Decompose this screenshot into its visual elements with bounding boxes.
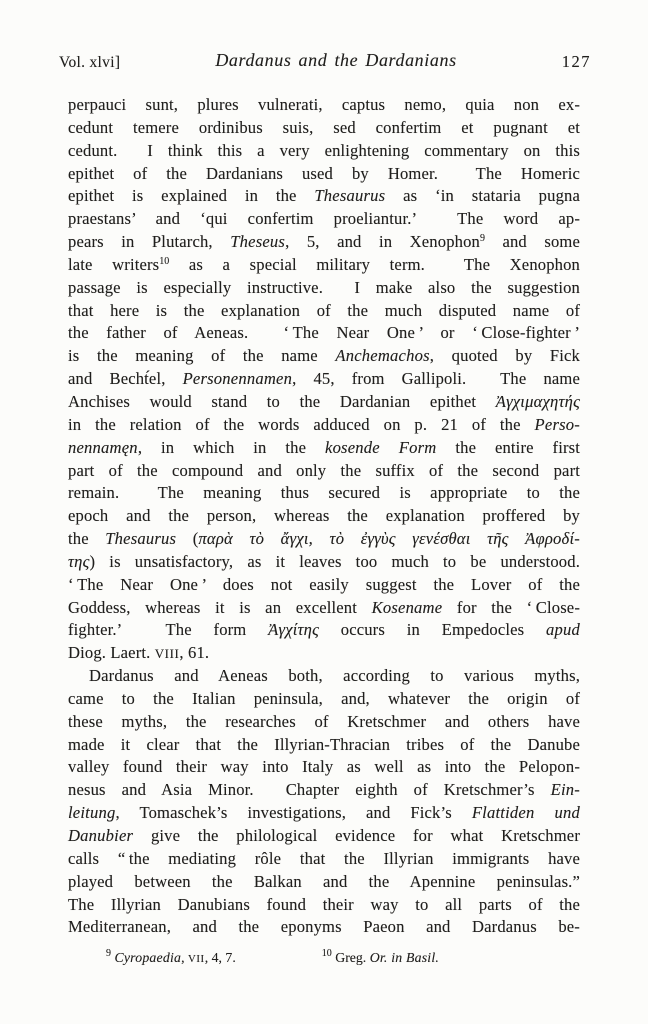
footnote: $^{10}$ Greg. Or. in Basil. [321,948,440,965]
footnotes [68,949,580,968]
text-line: Diog. Laert. VIII, 61. [68,643,210,663]
text-line: calls “ the mediating rôle that the Illyrian immigrants have [68,848,580,868]
text-line: Anchises would stand to the Dardanian epithet Ἀγχιμαχητής [68,391,580,411]
text-line: praestans’ and ‘qui confertim proeliantur.’ The word ap- [68,209,580,229]
text-line: epoch and the person, whereas the explanation proffered by [68,506,580,526]
text-line: Dardanus and Aeneas both, according to various myths, [89,666,580,686]
text-line: remain. The meaning thus secured is appropriate to the [68,483,580,503]
footnote: $^9$ Cyropaedia, VII, 4, 7. [106,948,236,965]
text-line: part of the compound and only the suffix of the second part [68,460,580,480]
text-line: perpauci sunt, plures vulnerati, captus nemo, quia non ex- [68,95,580,114]
text-line: Danubier give the philological evidence for what Kretschmer [68,826,580,845]
running-title: Dardanus and the Dardanians [215,50,457,70]
text-line: Mediterranean, and the eponyms Paeon and Dardanus be- [68,917,580,937]
text-line: epithet is explained in the Thesaurus as ‘in stataria pugna [68,186,580,206]
text-line: epithet of the Dardanians used by Homer. The Homeric [68,163,580,183]
text-line: that here is the explanation of the much disputed name of [68,300,580,320]
page-header [0,50,648,76]
text-line: in the relation of the words adduced on p. 21 of the Perso- [68,414,580,434]
text-line: Goddess, whereas it is an excellent Kosename for the ‘ Close- [68,597,580,617]
text-line: is the meaning of the name Anchemachos, quoted by Fick [68,346,580,366]
text-line: and Becht́el, Personennamen, 45, from Gallipoli. The name [68,369,580,389]
text-line: cedunt temere ordinibus suis, sed confertim et pugnant et [68,117,580,137]
text-line: fighter.’ The form Ἀγχίτης occurs in Empedocles apud [68,620,580,640]
text-line: passage is especially instructive. I make also the suggestion [68,277,580,297]
text-line: valley found their way into Italy as well as into the Pelopon- [68,757,580,777]
text-line: the father of Aeneas. ‘ The Near One ’ or ‘ Close-fighter ’ [68,323,580,343]
text-line: played between the Balkan and the Apennine peninsulas.” [68,871,580,891]
text-line: late writers$^{10}$ as a special military term. The Xenophon [68,254,580,274]
text-line: the Thesaurus (παρὰ τὸ ἄγχι, τὸ ἐγγὺς γενέσθαι τῆς Ἀφροδί- [68,529,580,549]
text-line: nennamęn, in which in the kosende Form the entire first [68,437,581,457]
text-line: leitung, Tomaschek’s investigations, and Fick’s Flattiden und [68,803,580,823]
body-text [68,94,580,939]
page-number: 127 [561,52,591,71]
volume-label: Vol. xlvi] [59,54,121,71]
text-line: της) is unsatisfactory, as it leaves too much to be understood. [68,551,580,571]
text-line: came to the Italian peninsula, and, whatever the origin of [68,688,580,708]
text-line: cedunt. I think this a very enlightening commentary on this [68,140,580,160]
text-line: pears in Plutarch, Theseus, 5, and in Xenophon$^9$ and some [68,232,580,252]
text-line: The Illyrian Danubians found their way to all parts of the [68,894,580,914]
text-line: nesus and Asia Minor. Chapter eighth of Kretschmer’s Ein- [68,780,580,800]
text-line: made it clear that the Illyrian-Thracian tribes of the Danube [68,734,580,754]
text-line: these myths, the researches of Kretschmer and others have [68,711,580,731]
text-line: ‘ The Near One ’ does not easily suggest the Lover of the [68,574,580,594]
